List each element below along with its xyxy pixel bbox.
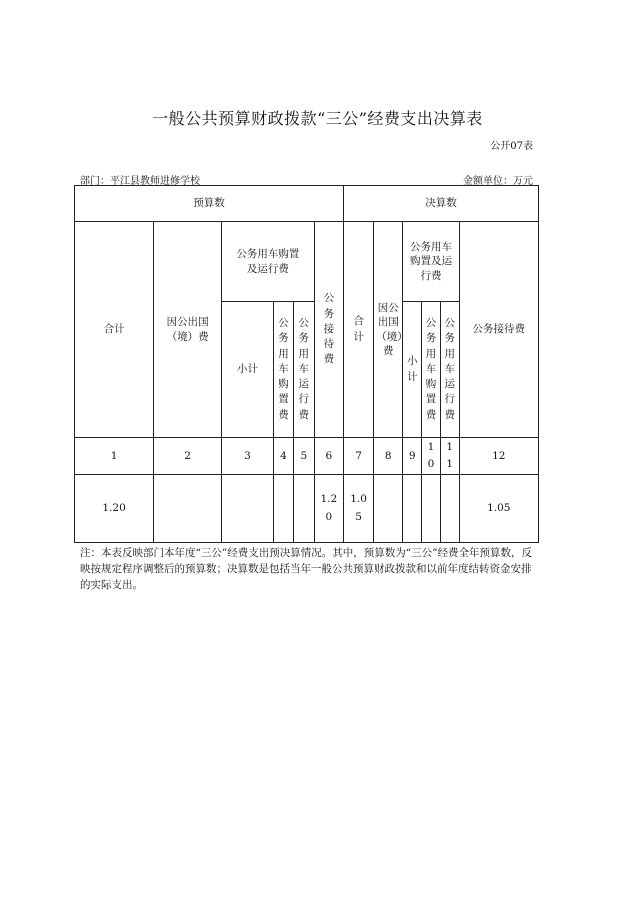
cell-final-vehicle-purchase bbox=[422, 475, 441, 543]
department-label: 部门：平江县教师进修学校 bbox=[80, 176, 200, 187]
col-num-7: 7 bbox=[343, 438, 373, 475]
col-num-9: 9 bbox=[403, 438, 422, 475]
cell-final-abroad bbox=[374, 475, 403, 543]
header-budget-vehicle-operation: 公务用车运行费 bbox=[293, 302, 314, 438]
col-num-6: 6 bbox=[314, 438, 343, 475]
cell-final-vehicle-operation bbox=[440, 475, 459, 543]
cell-budget-subtotal bbox=[221, 475, 273, 543]
header-final-abroad: 因公出国（境）费 bbox=[374, 222, 403, 438]
col-num-11: 11 bbox=[440, 438, 459, 475]
col-num-1: 1 bbox=[75, 438, 154, 475]
header-budget-vehicle: 公务用车购置及运行费 bbox=[221, 222, 314, 302]
cell-final-reception: 1.05 bbox=[459, 475, 538, 543]
expenditure-table bbox=[74, 185, 539, 543]
col-num-10: 10 bbox=[422, 438, 441, 475]
header-budget: 预算数 bbox=[75, 186, 344, 222]
col-num-8: 8 bbox=[374, 438, 403, 475]
col-num-2: 2 bbox=[154, 438, 222, 475]
header-budget-abroad: 因公出国（境）费 bbox=[154, 222, 222, 438]
header-final-total: 合计 bbox=[343, 222, 373, 438]
header-final: 决算数 bbox=[343, 186, 538, 222]
unit-label: 金额单位：万元 bbox=[463, 176, 533, 187]
cell-budget-abroad bbox=[154, 475, 222, 543]
cell-budget-vehicle-purchase bbox=[274, 475, 294, 543]
header-budget-subtotal: 小计 bbox=[221, 302, 273, 438]
header-final-subtotal: 小计 bbox=[403, 302, 422, 438]
header-final-reception: 公务接待费 bbox=[459, 222, 538, 438]
form-number: 公开07表 bbox=[490, 141, 533, 152]
cell-budget-total: 1.20 bbox=[75, 475, 154, 543]
header-budget-total: 合计 bbox=[75, 222, 154, 438]
cell-final-total: 1.05 bbox=[343, 475, 373, 543]
cell-budget-reception: 1.20 bbox=[314, 475, 343, 543]
cell-budget-vehicle-operation bbox=[293, 475, 314, 543]
col-num-3: 3 bbox=[221, 438, 273, 475]
col-num-12: 12 bbox=[459, 438, 538, 475]
footnote: 注：本表反映部门本年度“三公”经费支出预决算情况。其中，预算数为“三公”经费全年预算数，反映按规定程序调整后的预算数；决算数是包括当年一般公共预算财政拨款和以前年度结转资金安排的实际支出。 bbox=[80, 547, 532, 591]
cell-final-subtotal bbox=[403, 475, 422, 543]
header-budget-vehicle-purchase: 公务用车购置费 bbox=[274, 302, 294, 438]
col-num-4: 4 bbox=[274, 438, 294, 475]
header-final-vehicle-purchase: 公务用车购置费 bbox=[422, 302, 441, 438]
page-title: 一般公共预算财政拨款“三公”经费支出决算表 bbox=[152, 109, 483, 128]
header-budget-reception: 公务接待费 bbox=[314, 222, 343, 438]
header-final-vehicle-operation: 公务用车运行费 bbox=[440, 302, 459, 438]
header-final-vehicle: 公务用车购置及运行费 bbox=[403, 222, 459, 302]
col-num-5: 5 bbox=[293, 438, 314, 475]
